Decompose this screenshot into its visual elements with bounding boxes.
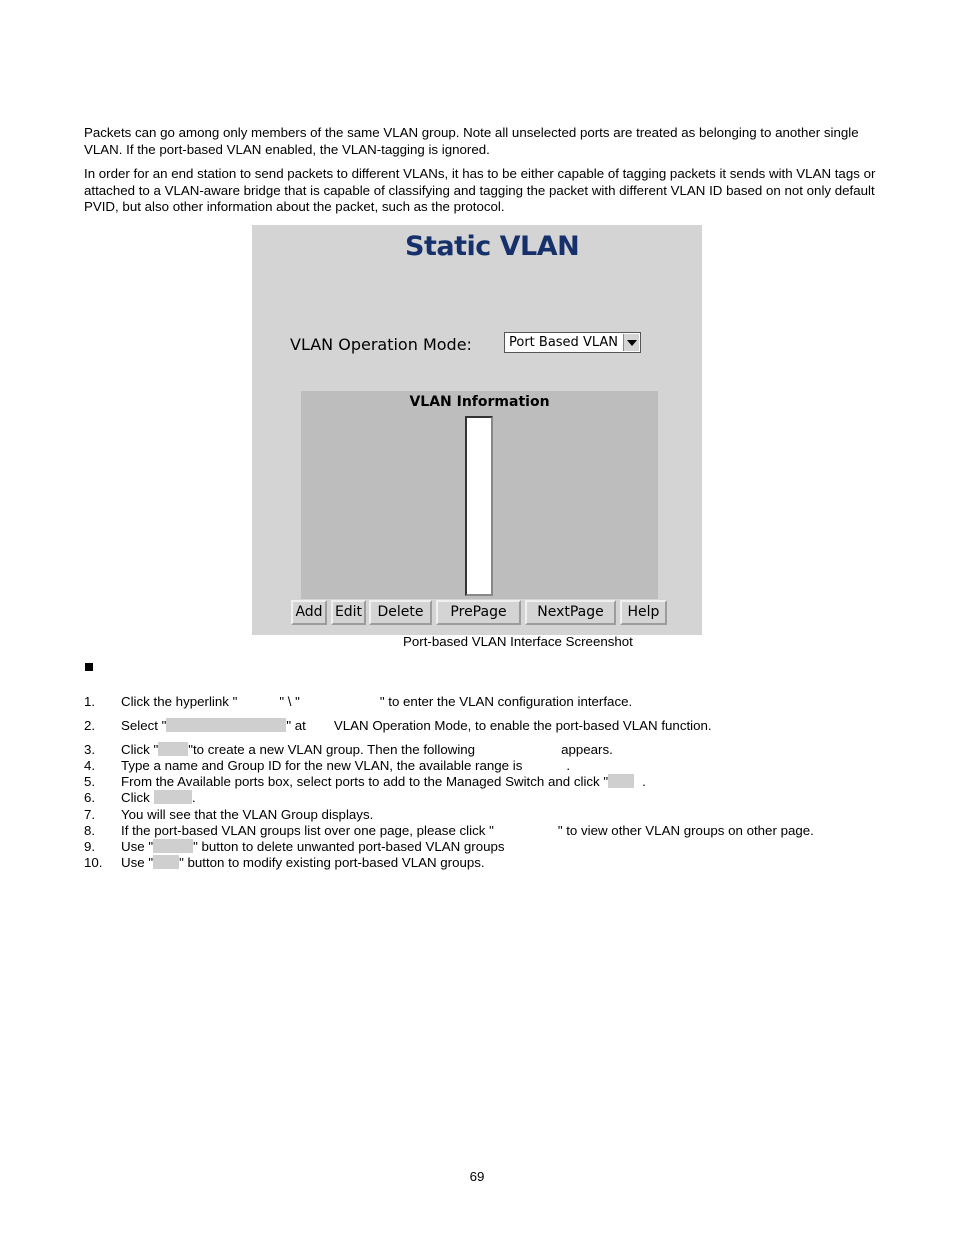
- step-text: Click " "to create a new VLAN group. Then the following appears.: [121, 742, 613, 757]
- step-text: Select " " at VLAN Operation Mode, to enable the port-based VLAN function.: [121, 718, 712, 733]
- vlan-mode-label: VLAN Operation Mode:: [290, 335, 472, 354]
- step-number: 8.: [84, 823, 96, 838]
- intro-paragraph-1: Packets can go among only members of the same VLAN group. Note all unselected ports are treated as belonging to another single VLAN. If the port-based VLAN enabled, the VLAN-tagging is ignored.: [84, 125, 859, 157]
- step-number: 9.: [84, 839, 96, 854]
- intro-paragraph-2: In order for an end station to send packets to different VLANs, it has to be either capable of tagging packets it sends with VLAN tags or attached to a VLAN-aware bridge that is capable of classifying and tagging the packet with different VLAN ID based on not only default PVID, but also other information about the packet, such as the protocol.: [84, 166, 876, 214]
- step-number: 7.: [84, 807, 96, 822]
- add-button[interactable]: Add: [291, 600, 327, 625]
- step-number: 4.: [84, 758, 96, 773]
- edit-button[interactable]: Edit: [331, 600, 366, 625]
- vlan-mode-select[interactable]: [504, 332, 641, 353]
- vlan-information-panel: [301, 391, 658, 599]
- figure-caption: Port-based VLAN Interface Screenshot: [403, 634, 633, 649]
- step-text: Click .: [121, 790, 196, 805]
- step-text: You will see that the VLAN Group displays.: [121, 807, 374, 822]
- step-text: Type a name and Group ID for the new VLAN, the available range is .: [121, 758, 571, 773]
- vlan-mode-value: Port Based VLAN: [509, 335, 618, 350]
- vlan-list-box[interactable]: [465, 416, 493, 596]
- step-number: 5.: [84, 774, 96, 789]
- step-number: 1.: [84, 694, 96, 709]
- help-button: Help: [620, 600, 667, 625]
- page-number: 69: [469, 1169, 485, 1184]
- step-text: Use " " button to delete unwanted port-based VLAN groups: [121, 839, 505, 854]
- step-text: From the Available ports box, select ports to add to the Managed Switch and click " .: [121, 774, 646, 789]
- vlan-screenshot: [252, 225, 702, 635]
- vlan-information-title: VLAN Information: [409, 394, 550, 410]
- step-number: 3.: [84, 742, 96, 757]
- step-text: Click the hyperlink " " \ " " to enter the VLAN configuration interface.: [121, 694, 633, 709]
- delete-button[interactable]: Delete: [369, 600, 432, 625]
- step-number: 10.: [84, 855, 103, 870]
- step-number: 2.: [84, 718, 96, 733]
- chevron-down-icon[interactable]: [623, 334, 639, 351]
- screenshot-title: Static VLAN: [405, 231, 580, 262]
- step-number: 6.: [84, 790, 96, 805]
- step-text: If the port-based VLAN groups list over one page, please click " " to view other VLAN groups on other page.: [121, 823, 814, 838]
- square-bullet-icon: [85, 663, 93, 671]
- prepage-button[interactable]: PrePage: [436, 600, 521, 625]
- step-text: Use " " button to modify existing port-based VLAN groups.: [121, 855, 485, 870]
- nextpage-button[interactable]: NextPage: [525, 600, 616, 625]
